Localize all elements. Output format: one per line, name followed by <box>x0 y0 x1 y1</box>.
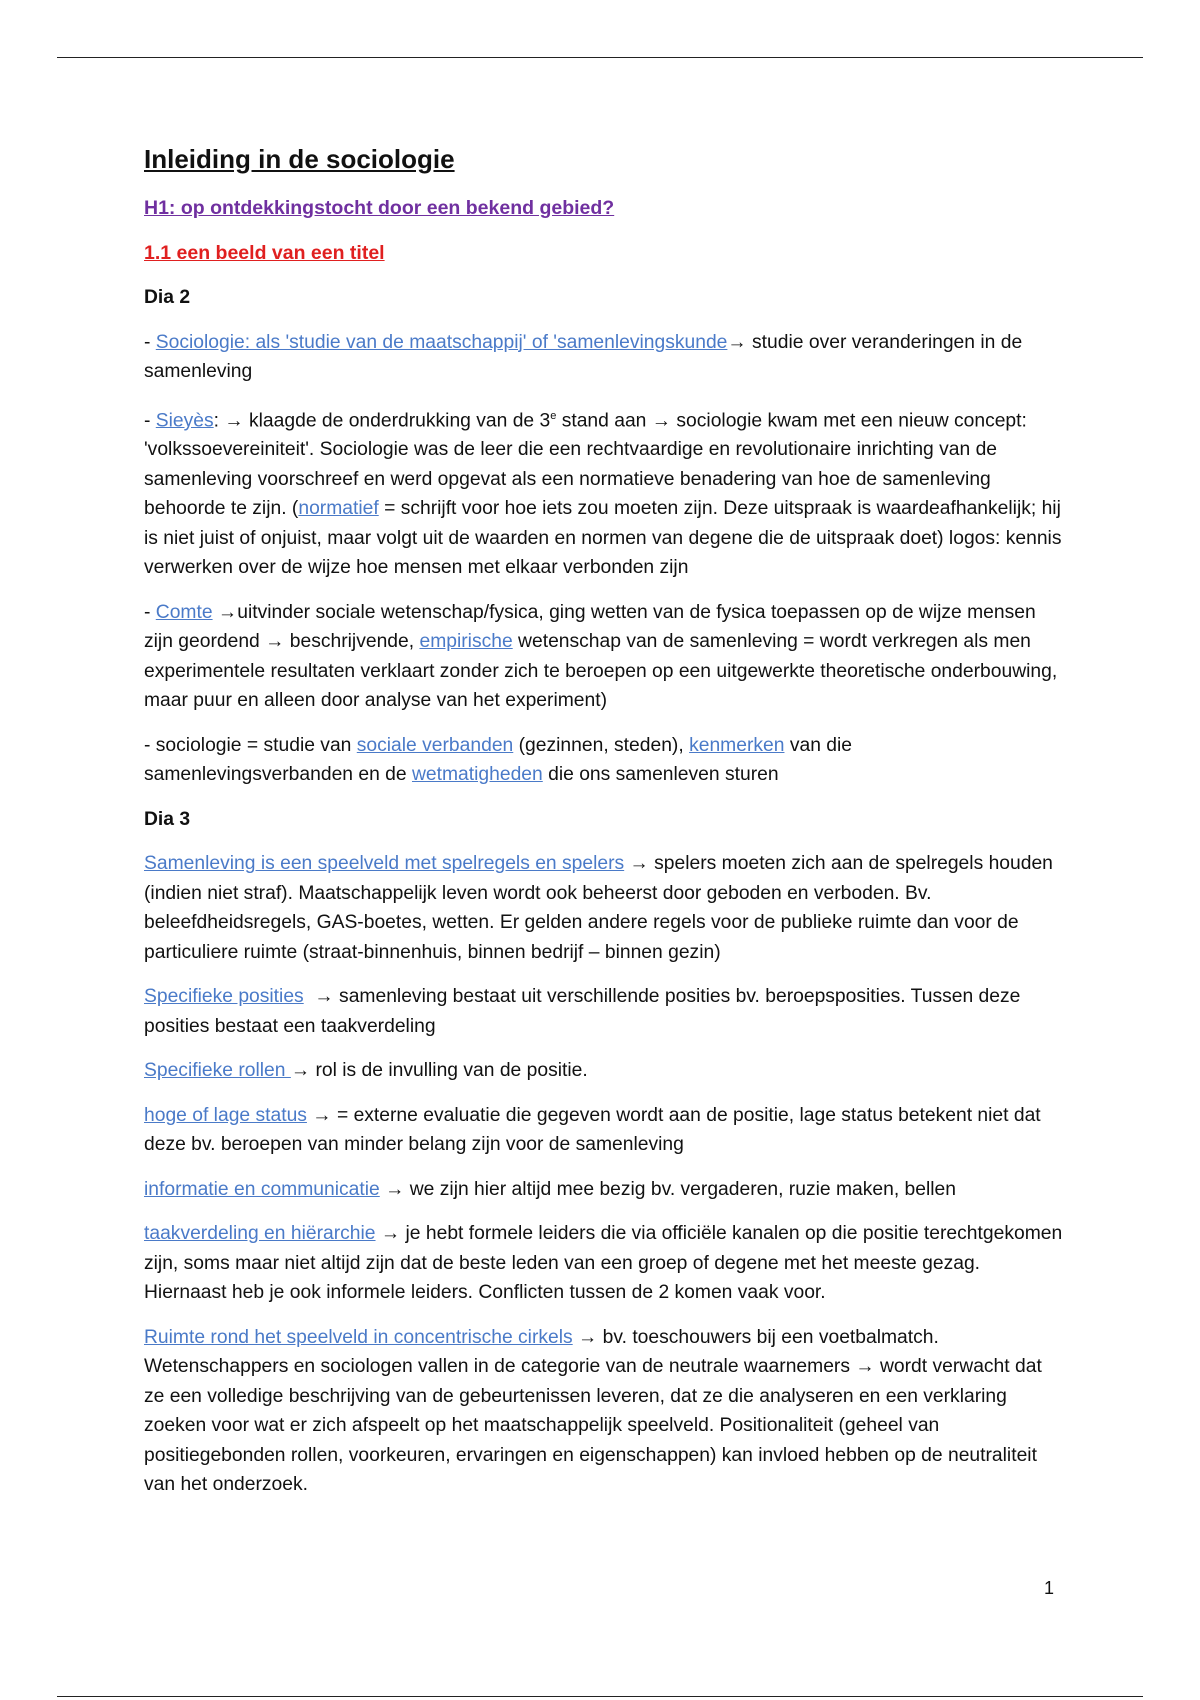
text: → bv. toeschouwers bij een voetbalmatch. Wetenschappers en sociologen vallen in de categorie van de neutrale waarnemers → wordt verwacht dat ze een volledige beschrijving van de gebeurtenissen leveren, dat ze die analyseren en een verklaring zoeken voor wat er zich afspeelt op het maatschappelijk speelveld. Positionaliteit (geheel van positiegebonden rollen, voorkeuren, ervaringen en eigenschappen) kan invloed hebben op de neutraliteit van het onderzoek. <box>144 1326 1042 1496</box>
link-wetmatigheden[interactable]: wetmatigheden <box>411 764 543 786</box>
text: → = externe evaluatie die gegeven wordt aan de positie, lage status betekent niet dat deze bv. beroepen van minder belang zijn voor de samenleving <box>144 1104 1041 1156</box>
dia-3-label: Dia 3 <box>144 808 191 830</box>
section-heading: 1.1 een beeld van een titel <box>144 241 385 264</box>
dia-2-label: Dia 2 <box>144 287 191 308</box>
paragraph-sociologie <box>144 328 1064 387</box>
paragraph-sieyes <box>144 402 1064 583</box>
text: → rol is de invulling van de positie. <box>290 1060 588 1082</box>
link-kenmerken[interactable]: kenmerken <box>689 734 785 756</box>
document-body <box>144 142 1064 1515</box>
text: stand aan → sociologie kwam met een nieuw concept: 'volkssoevereiniteit'. Sociologie was de leer die een rechtvaardige en revolutionaire inrichting van de samenleving voorschreef en werd opgevat als een normatieve benadering van hoe de samenleving behoorde te zijn. ( <box>144 409 1027 520</box>
link-sociologie[interactable]: Sociologie: als 'studie van de maatschappij' of 'samenlevingskunde <box>155 331 728 353</box>
document-title: Inleiding in de sociologie <box>144 144 455 174</box>
link-status[interactable]: hoge of lage status <box>144 1104 307 1126</box>
paragraph-posities <box>144 982 1064 1041</box>
paragraph-status <box>144 1101 1064 1160</box>
paragraph-communicatie <box>144 1175 1064 1205</box>
link-taakverdeling[interactable]: taakverdeling en hiërarchie <box>144 1223 376 1245</box>
paragraph-speelveld <box>144 849 1064 967</box>
text: → spelers moeten zich aan de spelregels houden (indien niet straf). Maatschappelijk leven wordt ook beheerst door geboden en verboden. Bv. beleefdheidsregels, GAS-boetes, wetten. Er gelden andere regels voor de publieke ruimte dan voor de particuliere ruimte (straat-binnenhuis, binnen bedrijf – binnen gezin) <box>144 853 1053 963</box>
paragraph-rollen <box>144 1056 1064 1086</box>
link-ruimte[interactable]: Ruimte rond het speelveld in concentrische cirkels <box>144 1326 573 1348</box>
text: - sociologie = studie van <box>144 734 357 756</box>
paragraph-sociologie-definitie <box>144 731 1064 790</box>
link-comte[interactable]: Comte <box>155 601 213 623</box>
chapter-heading: H1: op ontdekkingstocht door een bekend gebied? <box>144 197 615 219</box>
text: - <box>144 409 156 431</box>
text: van die samenlevingsverbanden en de <box>144 734 853 786</box>
text: → je hebt formele leiders die via officiële kanalen op die positie terechtgekomen zijn, soms maar niet altijd zijn dat de beste leden van een groep of degene met het meeste gezag. Hiernaast heb je ook informele leiders. Conflicten tussen de 2 komen vaak voor. <box>144 1223 1063 1304</box>
paragraph-ruimte <box>144 1323 1064 1500</box>
text: : → klaagde de onderdrukking van de 3 <box>213 409 551 431</box>
link-empirische[interactable]: empirische <box>419 631 513 653</box>
link-informatie-communicatie[interactable]: informatie en communicatie <box>144 1178 380 1200</box>
link-speelveld[interactable]: Samenleving is een speelveld met spelregels en spelers <box>144 853 625 875</box>
header-rule <box>57 57 1143 58</box>
text: → studie over veranderingen in de samenleving <box>144 331 1023 382</box>
page-number: 1 <box>1044 1578 1055 1598</box>
text: →uitvinder sociale wetenschap/fysica, ging wetten van de fysica toepassen op de wijze mensen zijn geordend → beschrijvende, <box>144 601 1036 653</box>
text: = schrijft voor hoe iets zou moeten zijn. Deze uitspraak is waardeafhankelijk; hij is niet juist of onjuist, maar volgt uit de waarden en normen van degene die de uitspraak doet) logos: kennis verwerken over de wijze hoe mensen met elkaar verbonden zijn <box>144 498 1062 579</box>
link-specifieke-posities[interactable]: Specifieke posities <box>144 986 304 1008</box>
text: → we zijn hier altijd mee bezig bv. vergaderen, ruzie maken, bellen <box>379 1178 956 1200</box>
text: - <box>144 601 156 623</box>
link-specifieke-rollen[interactable]: Specifieke rollen <box>144 1060 291 1082</box>
text: (gezinnen, steden), <box>513 734 690 756</box>
link-sieyes[interactable]: Sieyès <box>155 409 214 431</box>
link-normatief[interactable]: normatief <box>298 498 379 520</box>
text: die ons samenleven sturen <box>542 764 779 786</box>
text: wetenschap van de samenleving = wordt verkregen als men experimentele resultaten verklaart zonder zich te beroepen op een uitgewerkte theoretische onderbouwing, maar puur en alleen door analyse van het experiment) <box>144 631 1058 712</box>
text: → samenleving bestaat uit verschillende posities bv. beroepsposities. Tussen deze posities bestaat een taakverdeling <box>144 986 1026 1037</box>
superscript: e <box>550 409 557 422</box>
link-sociale-verbanden[interactable]: sociale verbanden <box>356 734 514 756</box>
footer-rule <box>57 1696 1143 1697</box>
paragraph-comte <box>144 598 1064 716</box>
paragraph-hierarchie <box>144 1219 1064 1308</box>
text: - <box>144 331 156 353</box>
